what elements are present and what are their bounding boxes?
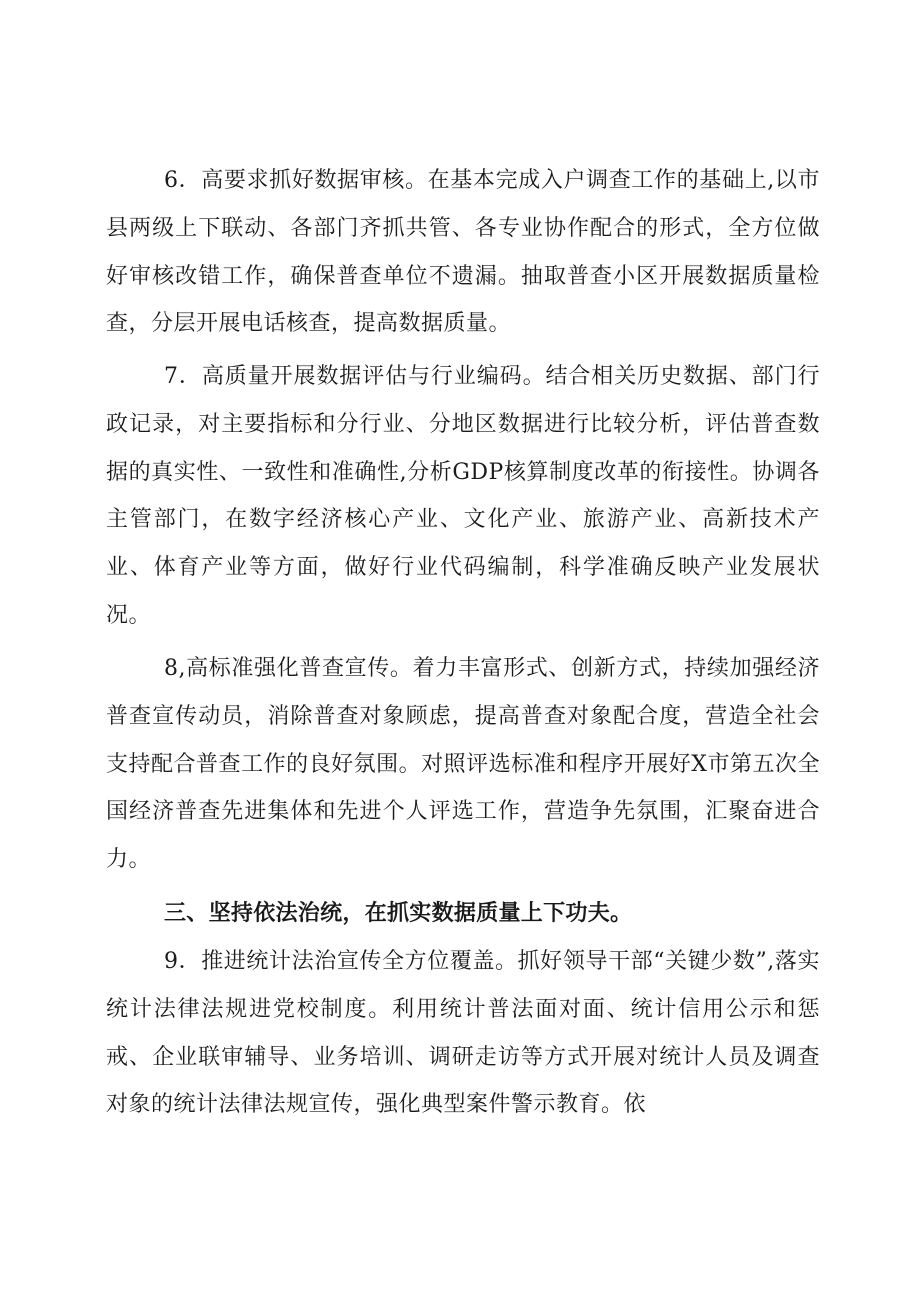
paragraph-6: 6．高要求抓好数据审核。在基本完成入户调查工作的基础上,以市县两级上下联动、各部门齐抓共管、各专业协作配合的形式，全方位做好审核改错工作，确保普查单位不遗漏。抽取普查小区开展数据质量检查，分层开展电话核查，提高数据质量。 xyxy=(106,168,820,337)
paragraph-9: 9．推进统计法治宣传全方位覆盖。抓好领导干部“关键少数”,落实统计法律法规进党校制度。利用统计普法面对面、统计信用公示和惩戒、企业联审辅导、业务培训、调研走访等方式开展对统计人员及调查对象的统计法律法规宣传，强化典型案件警示教育。依 xyxy=(106,949,820,1118)
section-heading: 三、坚持依法治统，在抓实数据质量上下功夫。 xyxy=(164,901,633,926)
paragraph-8: 8,高标准强化普查宣传。着力丰富形式、创新方式，持续加强经济普查宣传动员，消除普查对象顾虑，提高普查对象配合度，营造全社会支持配合普查工作的良好氛围。对照评选标准和程序开展好X市第五次全国经济普查先进集体和先进个人评选工作，营造争先氛围，汇聚奋进合力。 xyxy=(106,656,820,873)
paragraph-7: 7．高质量开展数据评估与行业编码。结合相关历史数据、部门行政记录，对主要指标和分行业、分地区数据进行比较分析，评估普查数据的真实性、一致性和准确性,分析GDP核算制度改革的衔接性。协调各主管部门，在数字经济核心产业、文化产业、旅游产业、高新技术产业、体育产业等方面，做好行业代码编制，科学准确反映产业发展状况。 xyxy=(106,364,820,628)
